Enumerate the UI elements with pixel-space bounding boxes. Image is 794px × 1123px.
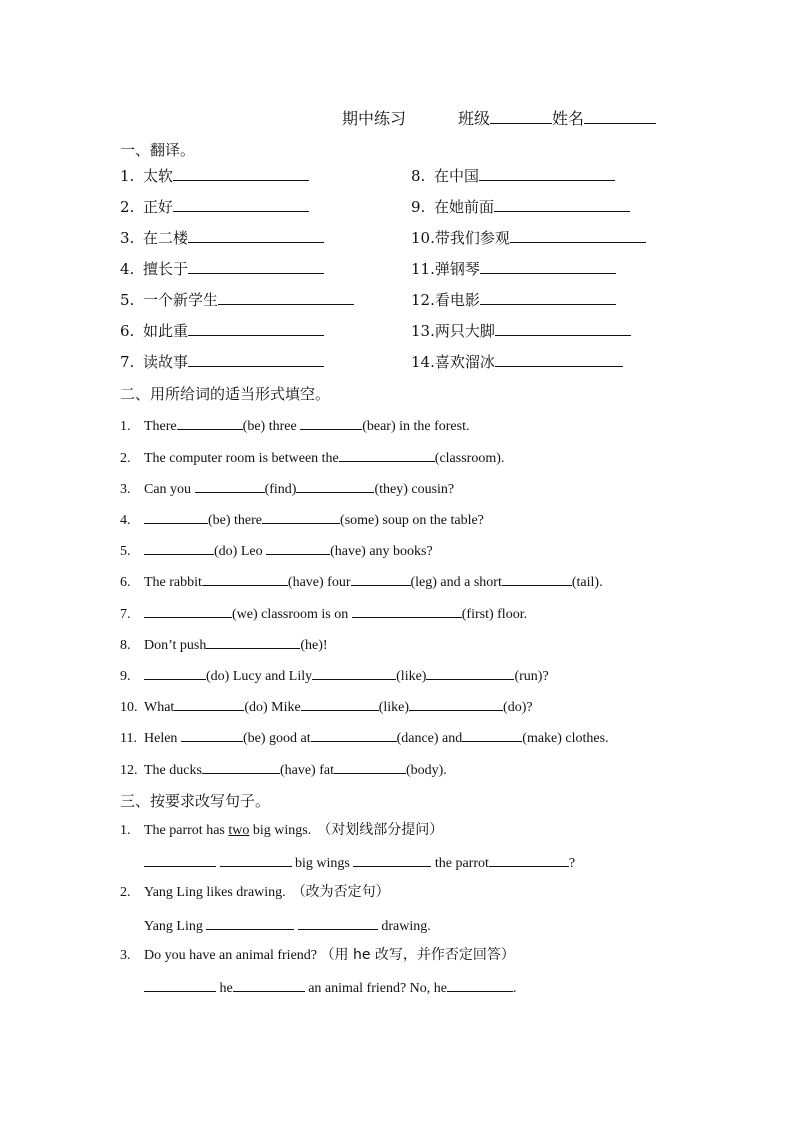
answer-blank[interactable]: [296, 478, 374, 493]
translate-item: 13.两只大脚: [411, 321, 631, 340]
translate-item: 9. 在她前面: [411, 197, 630, 216]
answer-blank[interactable]: [218, 290, 354, 305]
answer-blank[interactable]: [502, 571, 572, 586]
answer-blank[interactable]: [311, 727, 397, 742]
answer-blank[interactable]: [206, 634, 300, 649]
answer-blank[interactable]: [339, 447, 435, 462]
answer-blank[interactable]: [188, 352, 324, 367]
answer-blank[interactable]: [144, 852, 216, 867]
answer-blank[interactable]: [144, 665, 206, 680]
page-title: 期中练习: [342, 109, 407, 128]
name-blank[interactable]: [584, 109, 656, 124]
answer-blank[interactable]: [262, 509, 340, 524]
translate-item: 11.弹钢琴: [411, 259, 616, 278]
answer-blank[interactable]: [144, 603, 232, 618]
answer-blank[interactable]: [495, 321, 631, 336]
answer-blank[interactable]: [480, 259, 616, 274]
fill-item: 2. The computer room is between the (classroom).: [120, 447, 504, 468]
fill-item: 8. Don’t push (he)!: [120, 634, 328, 655]
answer-blank[interactable]: [494, 197, 630, 212]
worksheet-header: [342, 106, 656, 129]
answer-blank[interactable]: [220, 852, 292, 867]
fill-item: 7. (we) classroom is on (first) floor.: [120, 603, 527, 624]
translate-item: 6. 如此重: [120, 321, 324, 340]
translate-item: 12.看电影: [411, 290, 616, 309]
answer-blank[interactable]: [480, 290, 616, 305]
answer-blank[interactable]: [495, 352, 623, 367]
answer-blank[interactable]: [353, 852, 431, 867]
answer-blank[interactable]: [409, 696, 503, 711]
fill-item: 1. There (be) three (bear) in the forest.: [120, 415, 469, 436]
answer-blank[interactable]: [301, 696, 379, 711]
section-3-heading: 三、按要求改写句子。: [120, 792, 271, 810]
rewrite-answer-1: big wings the parrot ?: [144, 852, 575, 873]
underlined-word: two: [228, 823, 250, 838]
answer-blank[interactable]: [173, 166, 309, 181]
answer-blank[interactable]: [298, 915, 378, 930]
translate-item: 4. 擅长于: [120, 259, 324, 278]
fill-item: 4. (be) there (some) soup on the table?: [120, 509, 484, 530]
fill-item: 5. (do) Leo (have) any books?: [120, 540, 433, 561]
answer-blank[interactable]: [334, 759, 406, 774]
translate-item: 10.带我们参观: [411, 228, 646, 247]
fill-item: 10. What (do) Mike (like) (do)?: [120, 696, 533, 717]
name-label: 姓名: [552, 109, 585, 128]
translate-item: 7. 读故事: [120, 352, 324, 371]
translate-item: 1. 太软: [120, 166, 309, 185]
translate-item: 8. 在中国: [411, 166, 615, 185]
answer-blank[interactable]: [202, 759, 280, 774]
fill-item: 12. The ducks (have) fat (body).: [120, 759, 447, 780]
fill-item: 6. The rabbit (have) four (leg) and a short (tail).: [120, 571, 603, 592]
answer-blank[interactable]: [177, 415, 243, 430]
answer-blank[interactable]: [351, 571, 411, 586]
translate-item: 14.喜欢溜冰: [411, 352, 623, 371]
fill-item: 3. Can you (find) (they) cousin?: [120, 478, 454, 499]
translate-item: 2. 正好: [120, 197, 309, 216]
answer-blank[interactable]: [202, 571, 288, 586]
translate-item: 5. 一个新学生: [120, 290, 354, 309]
translate-item: 3. 在二楼: [120, 228, 324, 247]
answer-blank[interactable]: [510, 228, 646, 243]
rewrite-question-3: 3. Do you have an animal friend? （用 he 改写，并作否定回答）: [120, 947, 515, 963]
answer-blank[interactable]: [144, 977, 216, 992]
answer-blank[interactable]: [188, 259, 324, 274]
answer-blank[interactable]: [174, 696, 244, 711]
fill-item: 11. Helen (be) good at (dance) and (make) clothes.: [120, 727, 609, 748]
answer-blank[interactable]: [462, 727, 522, 742]
answer-blank[interactable]: [266, 540, 330, 555]
answer-blank[interactable]: [144, 540, 214, 555]
class-blank[interactable]: [490, 109, 552, 124]
rewrite-question-2: 2. Yang Ling likes drawing. （改为否定句）: [120, 884, 390, 900]
fill-item: 9. (do) Lucy and Lily (like) (run)?: [120, 665, 549, 686]
class-label: 班级: [458, 109, 491, 128]
answer-blank[interactable]: [489, 852, 569, 867]
answer-blank[interactable]: [144, 509, 208, 524]
answer-blank[interactable]: [233, 977, 305, 992]
answer-blank[interactable]: [173, 197, 309, 212]
answer-blank[interactable]: [479, 166, 615, 181]
rewrite-question-1: 1. The parrot has two big wings. （对划线部分提问）: [120, 822, 444, 838]
rewrite-answer-3: he an animal friend? No, he .: [144, 977, 517, 998]
answer-blank[interactable]: [426, 665, 514, 680]
answer-blank[interactable]: [312, 665, 396, 680]
answer-blank[interactable]: [195, 478, 265, 493]
answer-blank[interactable]: [188, 321, 324, 336]
answer-blank[interactable]: [300, 415, 362, 430]
answer-blank[interactable]: [206, 915, 294, 930]
answer-blank[interactable]: [181, 727, 243, 742]
section-2-heading: 二、用所给词的适当形式填空。: [120, 385, 331, 403]
answer-blank[interactable]: [447, 977, 513, 992]
section-1-heading: 一、翻译。: [120, 141, 196, 159]
rewrite-answer-2: Yang Ling drawing.: [144, 915, 431, 936]
answer-blank[interactable]: [352, 603, 462, 618]
answer-blank[interactable]: [188, 228, 324, 243]
